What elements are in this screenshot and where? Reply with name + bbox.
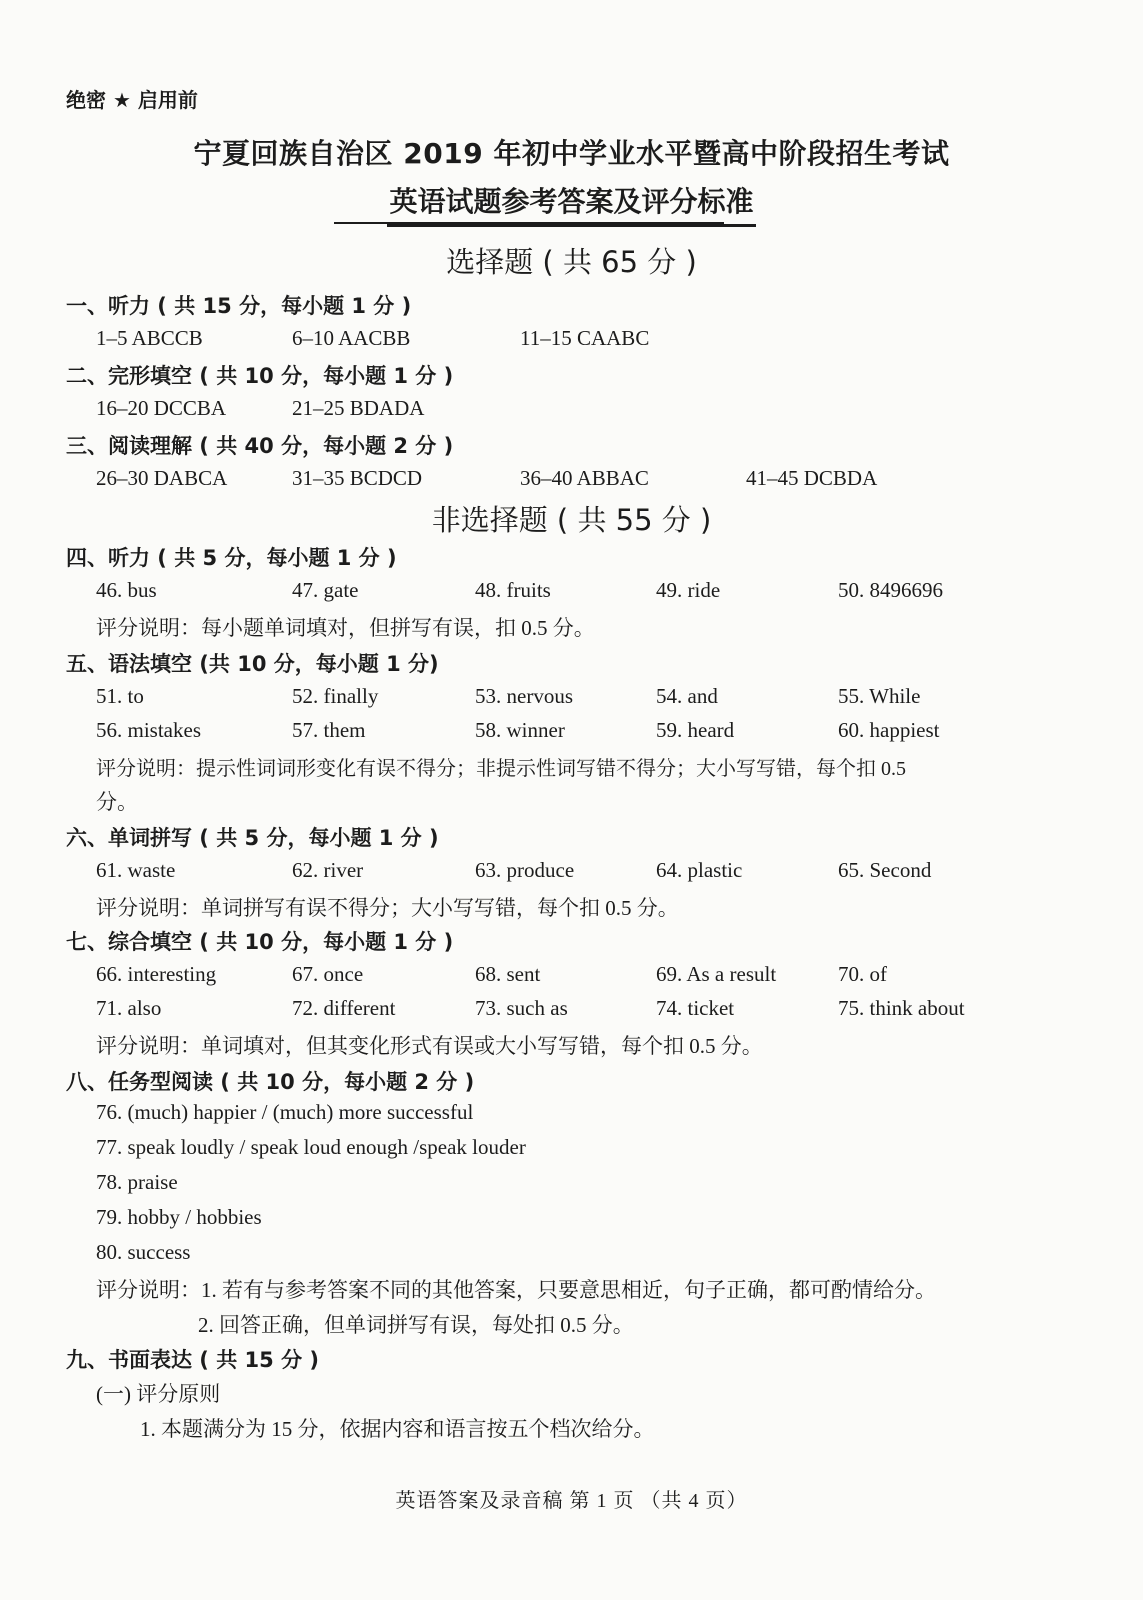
answer-group: 16–20 DCCBA: [96, 396, 227, 420]
section-8-title: 八、任务型阅读 ( 共 10 分，每小题 2 分 ): [66, 1070, 475, 1094]
section-4-title: 四、听力 ( 共 5 分，每小题 1 分 ): [66, 546, 397, 570]
answer-group: 1–5 ABCCB: [96, 326, 203, 350]
answer-item: 46. bus: [96, 578, 157, 602]
answer-group: 6–10 AACBB: [292, 326, 411, 350]
answer-item: 49. ride: [656, 578, 721, 602]
section-9-title: 九、书面表达 ( 共 15 分 ): [66, 1348, 319, 1372]
subtitle-block: [0, 180, 1143, 227]
scoring-note: 评分说明：1. 若有与参考答案不同的其他答案，只要意思相近，句子正确，都可酌情给分。: [96, 1278, 936, 1302]
answer-item: 50. 8496696: [838, 578, 943, 602]
scoring-note: 评分说明：每小题单词填对，但拼写有误，扣 0.5 分。: [96, 616, 595, 640]
answer-item: 56. mistakes: [96, 718, 201, 742]
answer-item: 55. While: [838, 684, 921, 708]
answer-item: 80. success: [96, 1240, 191, 1264]
answer-item: 75. think about: [838, 996, 965, 1020]
answer-item: 71. also: [96, 996, 162, 1020]
answer-item: 78. praise: [96, 1170, 178, 1194]
answer-item: 66. interesting: [96, 962, 217, 986]
answer-item: 65. Second: [838, 858, 932, 882]
answer-item: 63. produce: [475, 858, 575, 882]
section-3-title: 三、阅读理解 ( 共 40 分，每小题 2 分 ): [66, 434, 454, 458]
answer-item: 60. happiest: [838, 718, 940, 742]
page-footer: 英语答案及录音稿 第 1 页 （共 4 页）: [395, 1490, 748, 1512]
scoring-note: 评分说明：单词拼写有误不得分；大小写写错，每个扣 0.5 分。: [96, 896, 679, 920]
answer-group: 36–40 ABBAC: [520, 466, 649, 490]
answer-item: 73. such as: [475, 996, 568, 1020]
section-6-title: 六、单词拼写 ( 共 5 分，每小题 1 分 ): [66, 826, 439, 850]
section-5-title: 五、语法填空 (共 10 分，每小题 1 分): [66, 652, 439, 676]
answer-group: 26–30 DABCA: [96, 466, 228, 490]
answer-item: 57. them: [292, 718, 366, 742]
subtitle-double-underline: [334, 222, 724, 224]
scoring-note-2: 2. 回答正确，但单词拼写有误，每处扣 0.5 分。: [198, 1313, 634, 1337]
answer-item: 79. hobby / hobbies: [96, 1205, 262, 1229]
answer-item: 62. river: [292, 858, 364, 882]
part2-heading: 非选择题 ( 共 55 分 ): [431, 503, 712, 537]
answer-group: 41–45 DCBDA: [746, 466, 878, 490]
answer-item: 61. waste: [96, 858, 176, 882]
scoring-note: 评分说明：单词填对，但其变化形式有误或大小写写错，每个扣 0.5 分。: [96, 1034, 763, 1058]
answer-item: 67. once: [292, 962, 364, 986]
part1-heading: 选择题 ( 共 65 分 ): [446, 245, 697, 279]
answer-item: 54. and: [656, 684, 718, 708]
answer-group: 31–35 BCDCD: [292, 466, 423, 490]
scoring-principle: 1. 本题满分为 15 分，依据内容和语言按五个档次给分。: [140, 1417, 655, 1441]
answer-item: 77. speak loudly / speak loud enough /speak louder: [96, 1135, 526, 1159]
answer-item: 68. sent: [475, 962, 541, 986]
scoring-note-continued: 分。: [96, 790, 138, 814]
page-title: 宁夏回族自治区 2019 年初中学业水平暨高中阶段招生考试: [193, 137, 950, 170]
section-2-title: 二、完形填空 ( 共 10 分，每小题 1 分 ): [66, 364, 454, 388]
confidential-label: 绝密 ★ 启用前: [66, 88, 198, 112]
scoring-note: 评分说明：提示性词词形变化有误不得分；非提示性词写错不得分；大小写写错，每个扣 0.5: [96, 758, 906, 780]
subsection-title: (一) 评分原则: [96, 1382, 221, 1406]
answer-item: 48. fruits: [475, 578, 551, 602]
answer-item: 64. plastic: [656, 858, 743, 882]
answer-group: 11–15 CAABC: [520, 326, 650, 350]
answer-item: 47. gate: [292, 578, 359, 602]
answer-group: 21–25 BDADA: [292, 396, 425, 420]
section-1-title: 一、听力 ( 共 15 分，每小题 1 分 ): [66, 294, 412, 318]
answer-item: 59. heard: [656, 718, 735, 742]
answer-item: 76. (much) happier / (much) more successful: [96, 1100, 474, 1124]
answer-item: 70. of: [838, 962, 887, 986]
page-subtitle: 英语试题参考答案及评分标准: [387, 180, 755, 227]
answer-item: 52. finally: [292, 684, 379, 708]
answer-item: 53. nervous: [475, 684, 573, 708]
answer-item: 58. winner: [475, 718, 565, 742]
answer-item: 69. As a result: [656, 962, 777, 986]
answer-item: 72. different: [292, 996, 396, 1020]
answer-item: 74. ticket: [656, 996, 735, 1020]
section-7-title: 七、综合填空 ( 共 10 分，每小题 1 分 ): [66, 930, 454, 954]
answer-item: 51. to: [96, 684, 144, 708]
